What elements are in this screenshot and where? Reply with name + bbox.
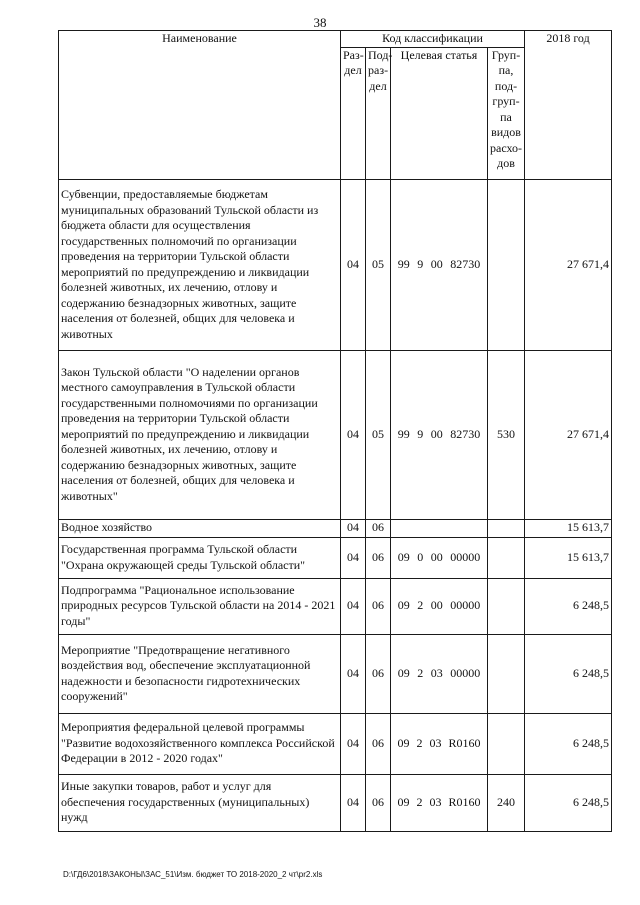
target-subprogram: 0 <box>417 549 424 564</box>
target-subprogram: 2 <box>417 665 424 680</box>
target-subprogram: 2 <box>416 735 423 750</box>
header-year: 2018 год <box>525 31 612 180</box>
target-program: 99 <box>397 426 410 441</box>
target-direction: R0160 <box>448 794 481 809</box>
row-subsection: 06 <box>366 634 391 713</box>
row-subsection: 05 <box>366 350 391 519</box>
header-classification-code: Код классификации <box>341 31 525 48</box>
target-direction: 00000 <box>450 665 481 680</box>
row-target-article <box>391 634 488 713</box>
row-target-article <box>391 519 488 537</box>
row-name: Государственная программа Тульской области "Охрана окружающей среды Тульской области" <box>59 537 341 578</box>
header-subsection-line: дел <box>369 78 387 93</box>
table-row <box>59 519 612 537</box>
row-subsection: 06 <box>366 537 391 578</box>
header-row <box>59 31 612 48</box>
header-expense-group-line: дов <box>497 156 515 170</box>
header-section-line: дел <box>344 63 362 77</box>
budget-table <box>58 30 612 832</box>
row-name: Иные закупки товаров, работ и услуг для обеспечения государственных (муниципальных) нужд <box>59 774 341 831</box>
table-row <box>59 179 612 350</box>
header-expense-group-line: па <box>500 109 512 124</box>
row-section: 04 <box>341 578 366 634</box>
target-subprogram: 2 <box>416 794 423 809</box>
target-direction: 00000 <box>450 598 481 613</box>
header-expense-group-line: расхо- <box>490 140 523 155</box>
target-direction: 82730 <box>450 426 481 441</box>
row-expense-group: 240 <box>488 774 525 831</box>
target-event: 00 <box>430 256 443 271</box>
target-program: 09 <box>397 549 410 564</box>
header-subsection-line: раз- <box>368 63 389 77</box>
row-expense-group <box>488 578 525 634</box>
table-row <box>59 713 612 774</box>
header-expense-group-line: Груп- <box>491 47 521 62</box>
row-target-article <box>391 713 488 774</box>
target-direction: 82730 <box>450 256 481 271</box>
row-amount: 27 671,4 <box>525 179 612 350</box>
target-event: 03 <box>429 794 442 809</box>
row-name: Подпрограмма "Рациональное использование природных ресурсов Тульской области на 2014 - 2021 годы" <box>59 578 341 634</box>
table-row <box>59 537 612 578</box>
target-direction: 00000 <box>450 549 481 564</box>
row-subsection: 06 <box>366 713 391 774</box>
row-expense-group <box>488 519 525 537</box>
target-program: 09 <box>397 735 410 750</box>
header-expense-group-line: под- <box>494 78 518 93</box>
row-section: 04 <box>341 350 366 519</box>
target-program: 99 <box>397 256 410 271</box>
header-expense-group-line: груп- <box>492 94 520 108</box>
row-expense-group <box>488 713 525 774</box>
table-row <box>59 634 612 713</box>
target-program: 09 <box>397 598 410 613</box>
row-expense-group <box>488 537 525 578</box>
row-name: Субвенции, предоставляемые бюджетам муниципальных образований Тульской области из бюджета области для осуществления государственных полномочий по организации проведения на территории Тульской области мероприятий по предупреждению и ликвидации болезней животных, их лечению, отлову и содержанию безнадзорных животных, защите населения от болезней, общих для человека и животных <box>59 179 341 350</box>
row-subsection: 06 <box>366 519 391 537</box>
row-amount: 6 248,5 <box>525 713 612 774</box>
row-section: 04 <box>341 519 366 537</box>
row-amount: 6 248,5 <box>525 774 612 831</box>
row-target-article <box>391 774 488 831</box>
target-program: 09 <box>397 665 410 680</box>
footer-file-path: D:\ГД6\2018\ЗАКОНЫ\ЗАС_51\Изм. бюджет ТО 2018-2020_2 чт\pr2.xls <box>63 870 323 879</box>
row-name: Закон Тульской области "О наделении органов местного самоуправления в Тульской области государственными полномочиями по организации проведения на территории Тульской области мероприятий по предупреждению и ликвидации болезней животных, их лечению, отлову и содержанию безнадзорных животных, защите населения от болезней, общих для человека и животных" <box>59 350 341 519</box>
row-name: Водное хозяйство <box>59 519 341 537</box>
header-section-line: Раз- <box>343 47 364 62</box>
page-number: 38 <box>313 15 327 30</box>
target-subprogram: 2 <box>417 598 424 613</box>
row-expense-group <box>488 634 525 713</box>
row-name: Мероприятие "Предотвращение негативного воздействия вод, обеспечение эксплуатационной надежности и безопасности гидротехнических сооружений" <box>59 634 341 713</box>
target-subprogram: 9 <box>417 256 424 271</box>
row-section: 04 <box>341 179 366 350</box>
row-section: 04 <box>341 713 366 774</box>
target-direction: R0160 <box>448 735 481 750</box>
row-target-article <box>391 179 488 350</box>
row-section: 04 <box>341 634 366 713</box>
row-subsection: 05 <box>366 179 391 350</box>
row-expense-group: 530 <box>488 350 525 519</box>
target-program: 09 <box>397 794 410 809</box>
table-row <box>59 350 612 519</box>
target-subprogram: 9 <box>417 426 424 441</box>
row-section: 04 <box>341 774 366 831</box>
target-event: 00 <box>430 426 443 441</box>
row-amount: 27 671,4 <box>525 350 612 519</box>
header-target-article: Целевая статья <box>391 47 488 179</box>
target-event: 00 <box>430 549 443 564</box>
row-amount: 15 613,7 <box>525 537 612 578</box>
header-expense-group-line: па, <box>498 63 514 77</box>
header-section <box>341 47 366 179</box>
target-event: 03 <box>429 735 442 750</box>
header-subsection <box>366 47 391 179</box>
row-amount: 6 248,5 <box>525 578 612 634</box>
row-target-article <box>391 578 488 634</box>
row-section: 04 <box>341 537 366 578</box>
target-event: 03 <box>430 665 443 680</box>
row-target-article <box>391 350 488 519</box>
table-row <box>59 774 612 831</box>
header-expense-group <box>488 47 525 179</box>
row-amount: 6 248,5 <box>525 634 612 713</box>
row-subsection: 06 <box>366 774 391 831</box>
header-name: Наименование <box>59 31 341 180</box>
table-row <box>59 578 612 634</box>
row-amount: 15 613,7 <box>525 519 612 537</box>
row-expense-group <box>488 179 525 350</box>
row-target-article <box>391 537 488 578</box>
row-subsection: 06 <box>366 578 391 634</box>
header-subsection-line: Под- <box>368 47 393 62</box>
row-name: Мероприятия федеральной целевой программы "Развитие водохозяйственного комплекса Российской Федерации в 2012 - 2020 годах" <box>59 713 341 774</box>
target-event: 00 <box>430 598 443 613</box>
header-expense-group-line: видов <box>491 125 521 139</box>
